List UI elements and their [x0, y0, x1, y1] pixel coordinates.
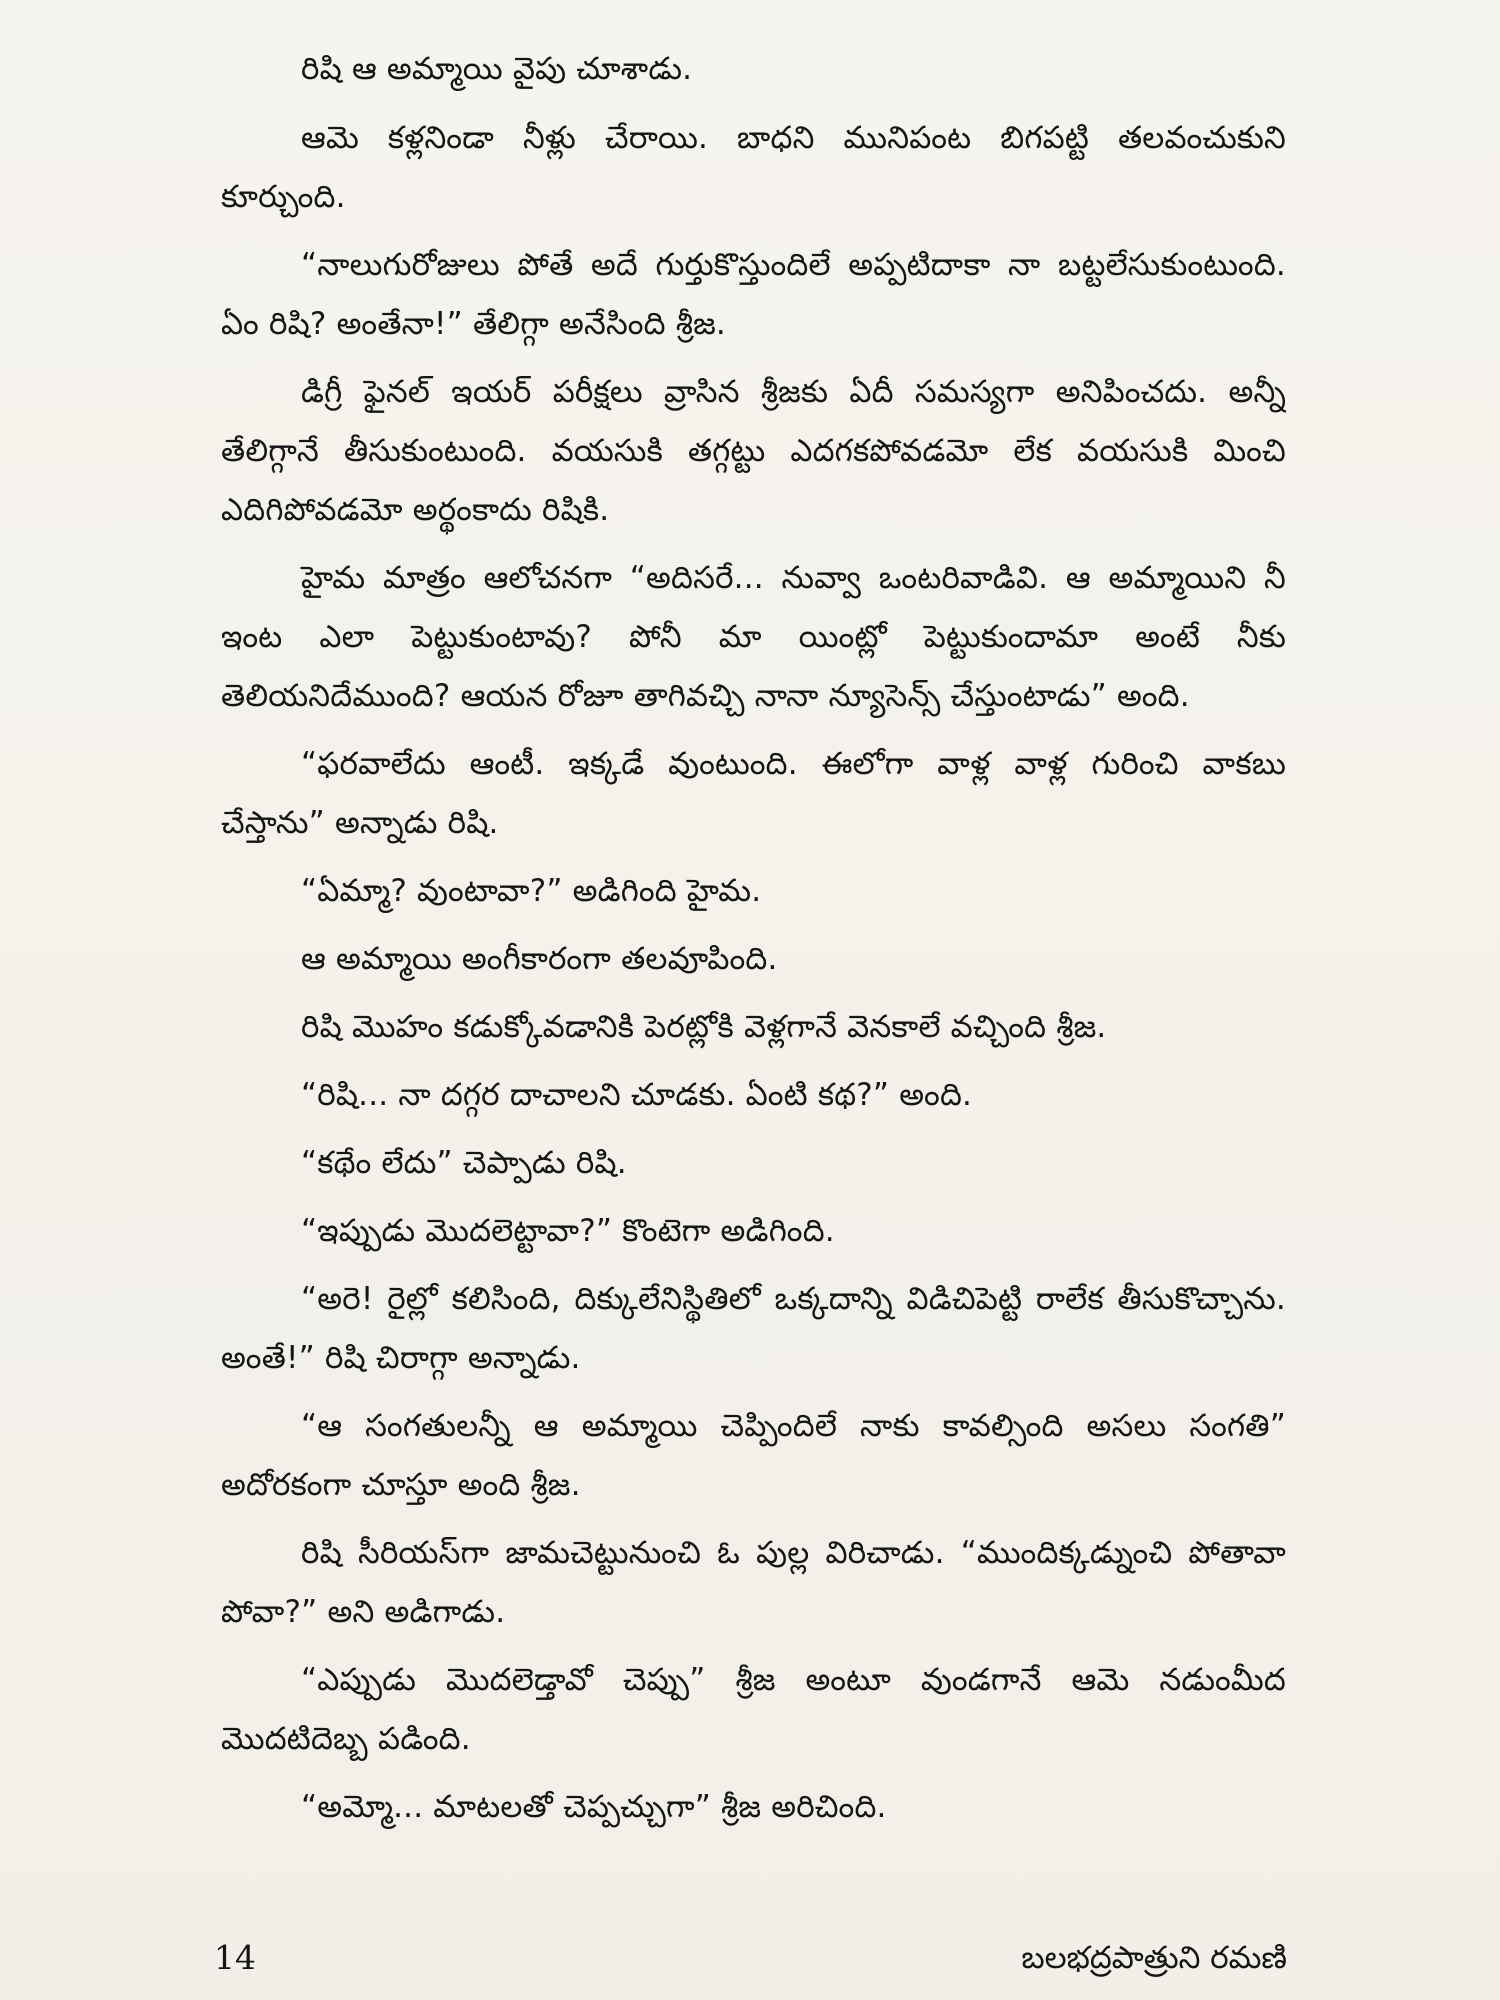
- paragraph: రిషి సీరియస్‌గా జామచెట్టునుంచి ఓ పుల్ల విరిచాడు. “ముందిక్కడ్నుంచి పోతావా పోవా?” అని అడిగాడు.: [221, 1535, 1286, 1630]
- paragraph: “నాలుగురోజులు పోతే అదే గుర్తుకొస్తుందిలే అప్పటిదాకా నా బట్టలేసుకుంటుంది. ఏం రిషి? అంతేనా!” తేలిగ్గా అనేసింది శ్రీజ.: [221, 247, 1286, 342]
- paragraph: ఆ అమ్మాయి అంగీకారంగా తలవూపింది.: [301, 941, 778, 977]
- paragraph: “కథేం లేదు” చెప్పాడు రిషి.: [301, 1145, 627, 1181]
- paragraph: హైమ మాత్రం ఆలోచనగా “అదిసరే... నువ్వా ఒంటరివాడివి. ఆ అమ్మాయిని నీ ఇంట ఎలా పెట్టుకుంటావు? పోనీ మా యింట్లో పెట్టుకుందామా అంటే నీకు తెలియనిదేముంది? ఆయన రోజూ తాగివచ్చి నానా న్యూసెన్స్ చేస్తుంటాడు” అంది.: [221, 560, 1286, 714]
- author-name: బలభద్రపాత్రుని రమణి: [1021, 1940, 1287, 1976]
- paragraph: ఆమె కళ్లనిండా నీళ్లు చేరాయి. బాధని మునిపంట బిగపట్టి తలవంచుకుని కూర్చుంది.: [221, 120, 1286, 215]
- page-number: 14: [214, 1938, 256, 1977]
- paragraph: రిషి మొహం కడుక్కోవడానికి పెరట్లోకి వెళ్లగానే వెనకాలే వచ్చింది శ్రీజ.: [301, 1009, 1107, 1045]
- paragraph: “ఏమ్మా? వుంటావా?” అడిగింది హైమ.: [301, 873, 762, 909]
- paragraph: డిగ్రీ ఫైనల్ ఇయర్ పరీక్షలు వ్రాసిన శ్రీజకు ఏదీ సమస్యగా అనిపించదు. అన్నీ తేలిగ్గానే తీసుకుంటుంది. వయసుకి తగ్గట్టు ఎదగకపోవడమో లేక వయసుకి మించి ఎదిగిపోవడమో అర్థంకాదు రిషికి.: [221, 374, 1286, 528]
- paragraph: “ఫరవాలేదు ఆంటీ. ఇక్కడే వుంటుంది. ఈలోగా వాళ్ల వాళ్ల గురించి వాకబు చేస్తాను” అన్నాడు రిషి.: [221, 746, 1286, 841]
- paragraph: “ఆ సంగతులన్నీ ఆ అమ్మాయి చెప్పిందిలే నాకు కావల్సింది అసలు సంగతి” అదోరకంగా చూస్తూ అంది శ్రీజ.: [221, 1408, 1286, 1503]
- paragraph: “ఎప్పుడు మొదలెడ్తావో చెప్పు” శ్రీజ అంటూ వుండగానే ఆమె నడుంమీద మొదటిదెబ్బ పడింది.: [221, 1662, 1286, 1757]
- paragraph: రిషి ఆ అమ్మాయి వైపు చూశాడు.: [301, 51, 693, 87]
- body-text: [221, 40, 1286, 1870]
- paragraph: “రిషి... నా దగ్గర దాచాలని చూడకు. ఏంటి కథ?” అంది.: [301, 1077, 973, 1113]
- paragraph: “అరె! రైల్లో కలిసింది, దిక్కులేనిస్థితిలో ఒక్కదాన్ని విడిచిపెట్టి రాలేక తీసుకొచ్చాను. అంతే!” రిషి చిరాగ్గా అన్నాడు.: [221, 1281, 1286, 1376]
- paragraph: “అమ్మో... మాటలతో చెప్పచ్చుగా” శ్రీజ అరిచింది.: [301, 1789, 887, 1825]
- page-footer: [0, 1938, 1500, 1978]
- paragraph: “ఇప్పుడు మొదలెట్టావా?” కొంటెగా అడిగింది.: [301, 1213, 835, 1249]
